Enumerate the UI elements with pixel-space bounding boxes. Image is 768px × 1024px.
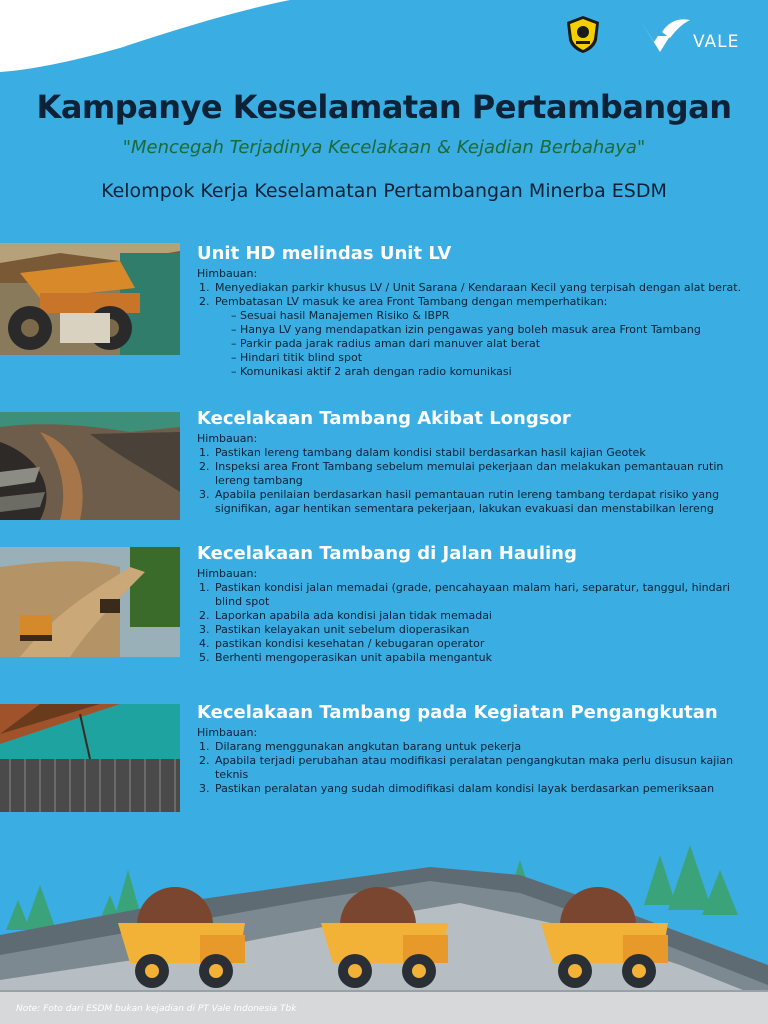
section-title: Kecelakaan Tambang Akibat Longsor <box>197 408 571 429</box>
sub-list-item: – Hindari titik blind spot <box>229 351 752 365</box>
section-hd-lv <box>197 243 752 379</box>
list-item-text: Pembatasan LV masuk ke area Front Tambang dengan memperhatikan: <box>215 295 608 308</box>
section-title: Kecelakaan Tambang di Jalan Hauling <box>197 543 577 564</box>
corner-wave-decoration <box>0 0 300 80</box>
list-item: 3. Pastikan kelayakan unit sebelum dioperasikan <box>213 623 752 637</box>
list-item: 4. pastikan kondisi kesehatan / kebugaran operator <box>213 637 752 651</box>
list-item: 1. Menyediakan parkir khusus LV / Unit Sarana / Kendaraan Kecil yang terpisah dengan alat berat. <box>213 281 752 295</box>
page-title: Kampanye Keselamatan Pertambangan <box>36 88 732 126</box>
list-item: 2. Inspeksi area Front Tambang sebelum memulai pekerjaan dan melakukan pemantauan rutin lereng tambang <box>213 460 752 488</box>
mining-landscape-illustration <box>0 815 768 1024</box>
list-item: 3. Apabila penilaian berdasarkan hasil pemantauan rutin lereng tambang terdapat risiko yang signifikan, agar hentikan sementara pekerjaan, lakukan evakuasi dan menstabilkan lereng <box>213 488 752 516</box>
section-title: Kecelakaan Tambang pada Kegiatan Pengangkutan <box>197 702 718 723</box>
group-title: Kelompok Kerja Keselamatan Pertambangan Minerba ESDM <box>101 180 667 202</box>
vale-wordmark: VALE <box>693 32 740 52</box>
section-list <box>197 446 752 516</box>
section-hauling <box>197 543 752 665</box>
photo-hauling-road <box>0 547 180 657</box>
section-label: Himbauan: <box>197 267 258 280</box>
section-label: Himbauan: <box>197 432 258 445</box>
sub-list-item: – Sesuai hasil Manajemen Risiko & IBPR <box>229 309 752 323</box>
photo-landslide <box>0 412 180 520</box>
list-item: 5. Berhenti mengoperasikan unit apabila mengantuk <box>213 651 752 665</box>
list-item: 1. Pastikan lereng tambang dalam kondisi stabil berdasarkan hasil kajian Geotek <box>213 446 752 460</box>
section-label: Himbauan: <box>197 567 258 580</box>
list-item: 1. Pastikan kondisi jalan memadai (grade, pencahayaan malam hari, separatur, tanggul, hindari blind spot <box>213 581 752 609</box>
sub-list-item: – Parkir pada jarak radius aman dari manuver alat berat <box>229 337 752 351</box>
list-item: 1. Dilarang menggunakan angkutan barang untuk pekerja <box>213 740 752 754</box>
esdm-logo <box>563 14 603 54</box>
photo-crane-container <box>0 704 180 812</box>
photo-truck-crushing-lv <box>0 243 180 355</box>
list-item: 3. Pastikan peralatan yang sudah dimodifikasi dalam kondisi layak berdasarkan pemeriksaan <box>213 782 752 796</box>
list-item: 2. Apabila terjadi perubahan atau modifikasi peralatan pengangkutan maka perlu disusun kajian teknis <box>213 754 752 782</box>
section-list <box>197 281 752 379</box>
section-pengangkutan <box>197 702 752 796</box>
page-subtitle: "Mencegah Terjadinya Kecelakaan & Kejadian Berbahaya" <box>122 137 646 158</box>
section-longsor <box>197 408 752 516</box>
sub-list <box>215 309 752 379</box>
photo-source-note: Note: Foto dari ESDM bukan kejadian di PT Vale Indonesia Tbk <box>16 1004 297 1014</box>
section-list <box>197 581 752 665</box>
list-item: 2. Laporkan apabila ada kondisi jalan tidak memadai <box>213 609 752 623</box>
sub-list-item: – Komunikasi aktif 2 arah dengan radio komunikasi <box>229 365 752 379</box>
section-label: Himbauan: <box>197 726 258 739</box>
list-item <box>213 295 752 379</box>
section-list <box>197 740 752 796</box>
sub-list-item: – Hanya LV yang mendapatkan izin pengawas yang boleh masuk area Front Tambang <box>229 323 752 337</box>
section-title: Unit HD melindas Unit LV <box>197 243 452 264</box>
